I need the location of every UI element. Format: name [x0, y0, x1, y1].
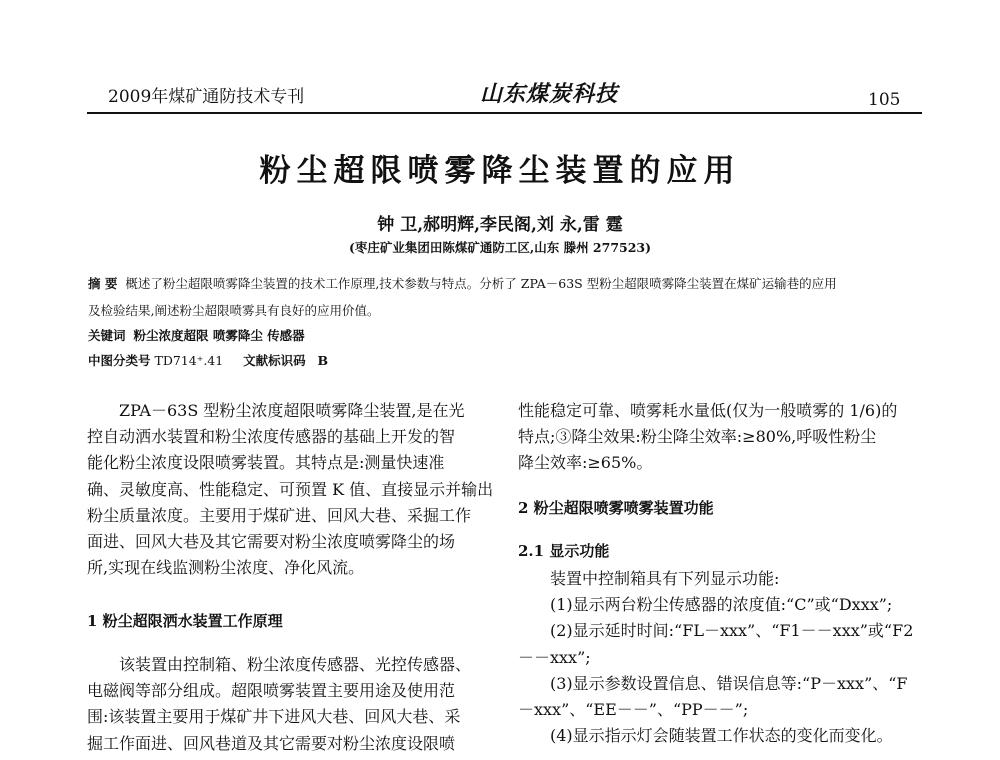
page-number: 105	[868, 90, 901, 110]
journal-logo-text: 山东煤炭科技	[480, 81, 619, 107]
body-line: 性能稳定可靠、喷雾耗水量低(仅为一般喷雾的 1/6)的	[518, 401, 898, 420]
classification-line	[88, 352, 328, 370]
section-1-heading: 1 粉尘超限洒水装置工作原理	[87, 612, 283, 630]
body-line: (2)显示延时时间:“FL－xxx”、“F1－－xxx”或“F2	[550, 621, 914, 641]
left-column-section-1	[87, 652, 492, 757]
keywords-text: 粉尘浓度超限 喷雾降尘 传感器	[133, 328, 305, 343]
body-line: －xxx”、“EE－－”、“PP－－”;	[518, 700, 749, 720]
body-line: 所,实现在线监测粉尘浓度、净化风流。	[87, 558, 365, 578]
author-list: 钟 卫,郝明辉,李民阁,刘 永,雷 霆	[377, 215, 623, 235]
body-line: 电磁阀等部分组成。超限喷雾装置主要用途及使用范	[87, 681, 456, 701]
body-line: 面进、回风大巷及其它需要对粉尘浓度喷雾降尘的场	[87, 532, 456, 552]
abstract-line-2: 及检验结果,阐述粉尘超限喷雾具有良好的应用价值。	[88, 303, 380, 318]
body-line: 能化粉尘浓度设限喷雾装置。其特点是:测量快速准	[87, 453, 445, 473]
abstract-line-1	[88, 275, 837, 293]
body-line: 该装置由控制箱、粉尘浓度传感器、光控传感器、	[119, 655, 472, 674]
journal-issue: 2009年煤矿通防技术专刊	[108, 87, 305, 107]
body-line: 特点;③降尘效果:粉尘降尘效率:≥80%,呼吸性粉尘	[518, 427, 877, 447]
paper-title: 粉尘超限喷雾降尘装置的应用	[259, 153, 741, 189]
body-line: 粉尘质量浓度。主要用于煤矿进、回风大巷、采掘工作	[87, 505, 472, 525]
body-line: 装置中控制箱具有下列显示功能:	[550, 569, 780, 588]
header-rule	[87, 112, 922, 114]
doc-code-label: 文献标识码	[243, 353, 306, 368]
classification-label: 中图分类号	[88, 353, 151, 368]
body-line: ZPA－63S 型粉尘浓度超限喷雾降尘装置,是在光	[119, 401, 465, 420]
body-line: (3)显示参数设置信息、错误信息等:“P－xxx”、“F	[550, 673, 908, 693]
body-line: －－xxx”;	[518, 647, 591, 667]
body-line: (1)显示两台粉尘传感器的浓度值:“C”或“Dxxx”;	[550, 595, 893, 615]
classification-code: TD714⁺.41	[154, 353, 224, 368]
body-line: 掘工作面进、回风巷道及其它需要对粉尘浓度设限喷	[87, 733, 456, 753]
abstract-label: 摘 要	[88, 276, 118, 291]
body-line: (4)显示指示灯会随装置工作状态的变化而变化。	[550, 726, 893, 746]
body-line: 围:该装置主要用于煤矿井下进风大巷、回风大巷、采	[87, 707, 461, 727]
left-column	[87, 398, 492, 581]
body-line: 控自动洒水装置和粉尘浓度传感器的基础上开发的智	[87, 427, 456, 447]
right-column-section-2-1	[518, 566, 923, 749]
section-2-heading: 2 粉尘超限喷雾喷雾装置功能	[518, 499, 714, 517]
keywords-line	[88, 327, 305, 345]
keywords-label: 关键词	[88, 328, 126, 343]
abstract-text-1: 概述了粉尘超限喷雾降尘装置的技术工作原理,技术参数与特点。分析了 ZPA－63S 型粉尘超限喷雾降尘装置在煤矿运输巷的应用	[125, 276, 837, 291]
body-line: 确、灵敏度高、性能稳定、可预置 K 值、直接显示并输出	[87, 479, 494, 499]
body-line: 降尘效率:≥65%。	[518, 453, 653, 473]
affiliation: (枣庄矿业集团田陈煤矿通防工区,山东 滕州 277523)	[348, 240, 652, 255]
section-2-1-heading: 2.1 显示功能	[518, 542, 610, 560]
doc-code: B	[317, 353, 329, 368]
right-column	[518, 398, 923, 477]
